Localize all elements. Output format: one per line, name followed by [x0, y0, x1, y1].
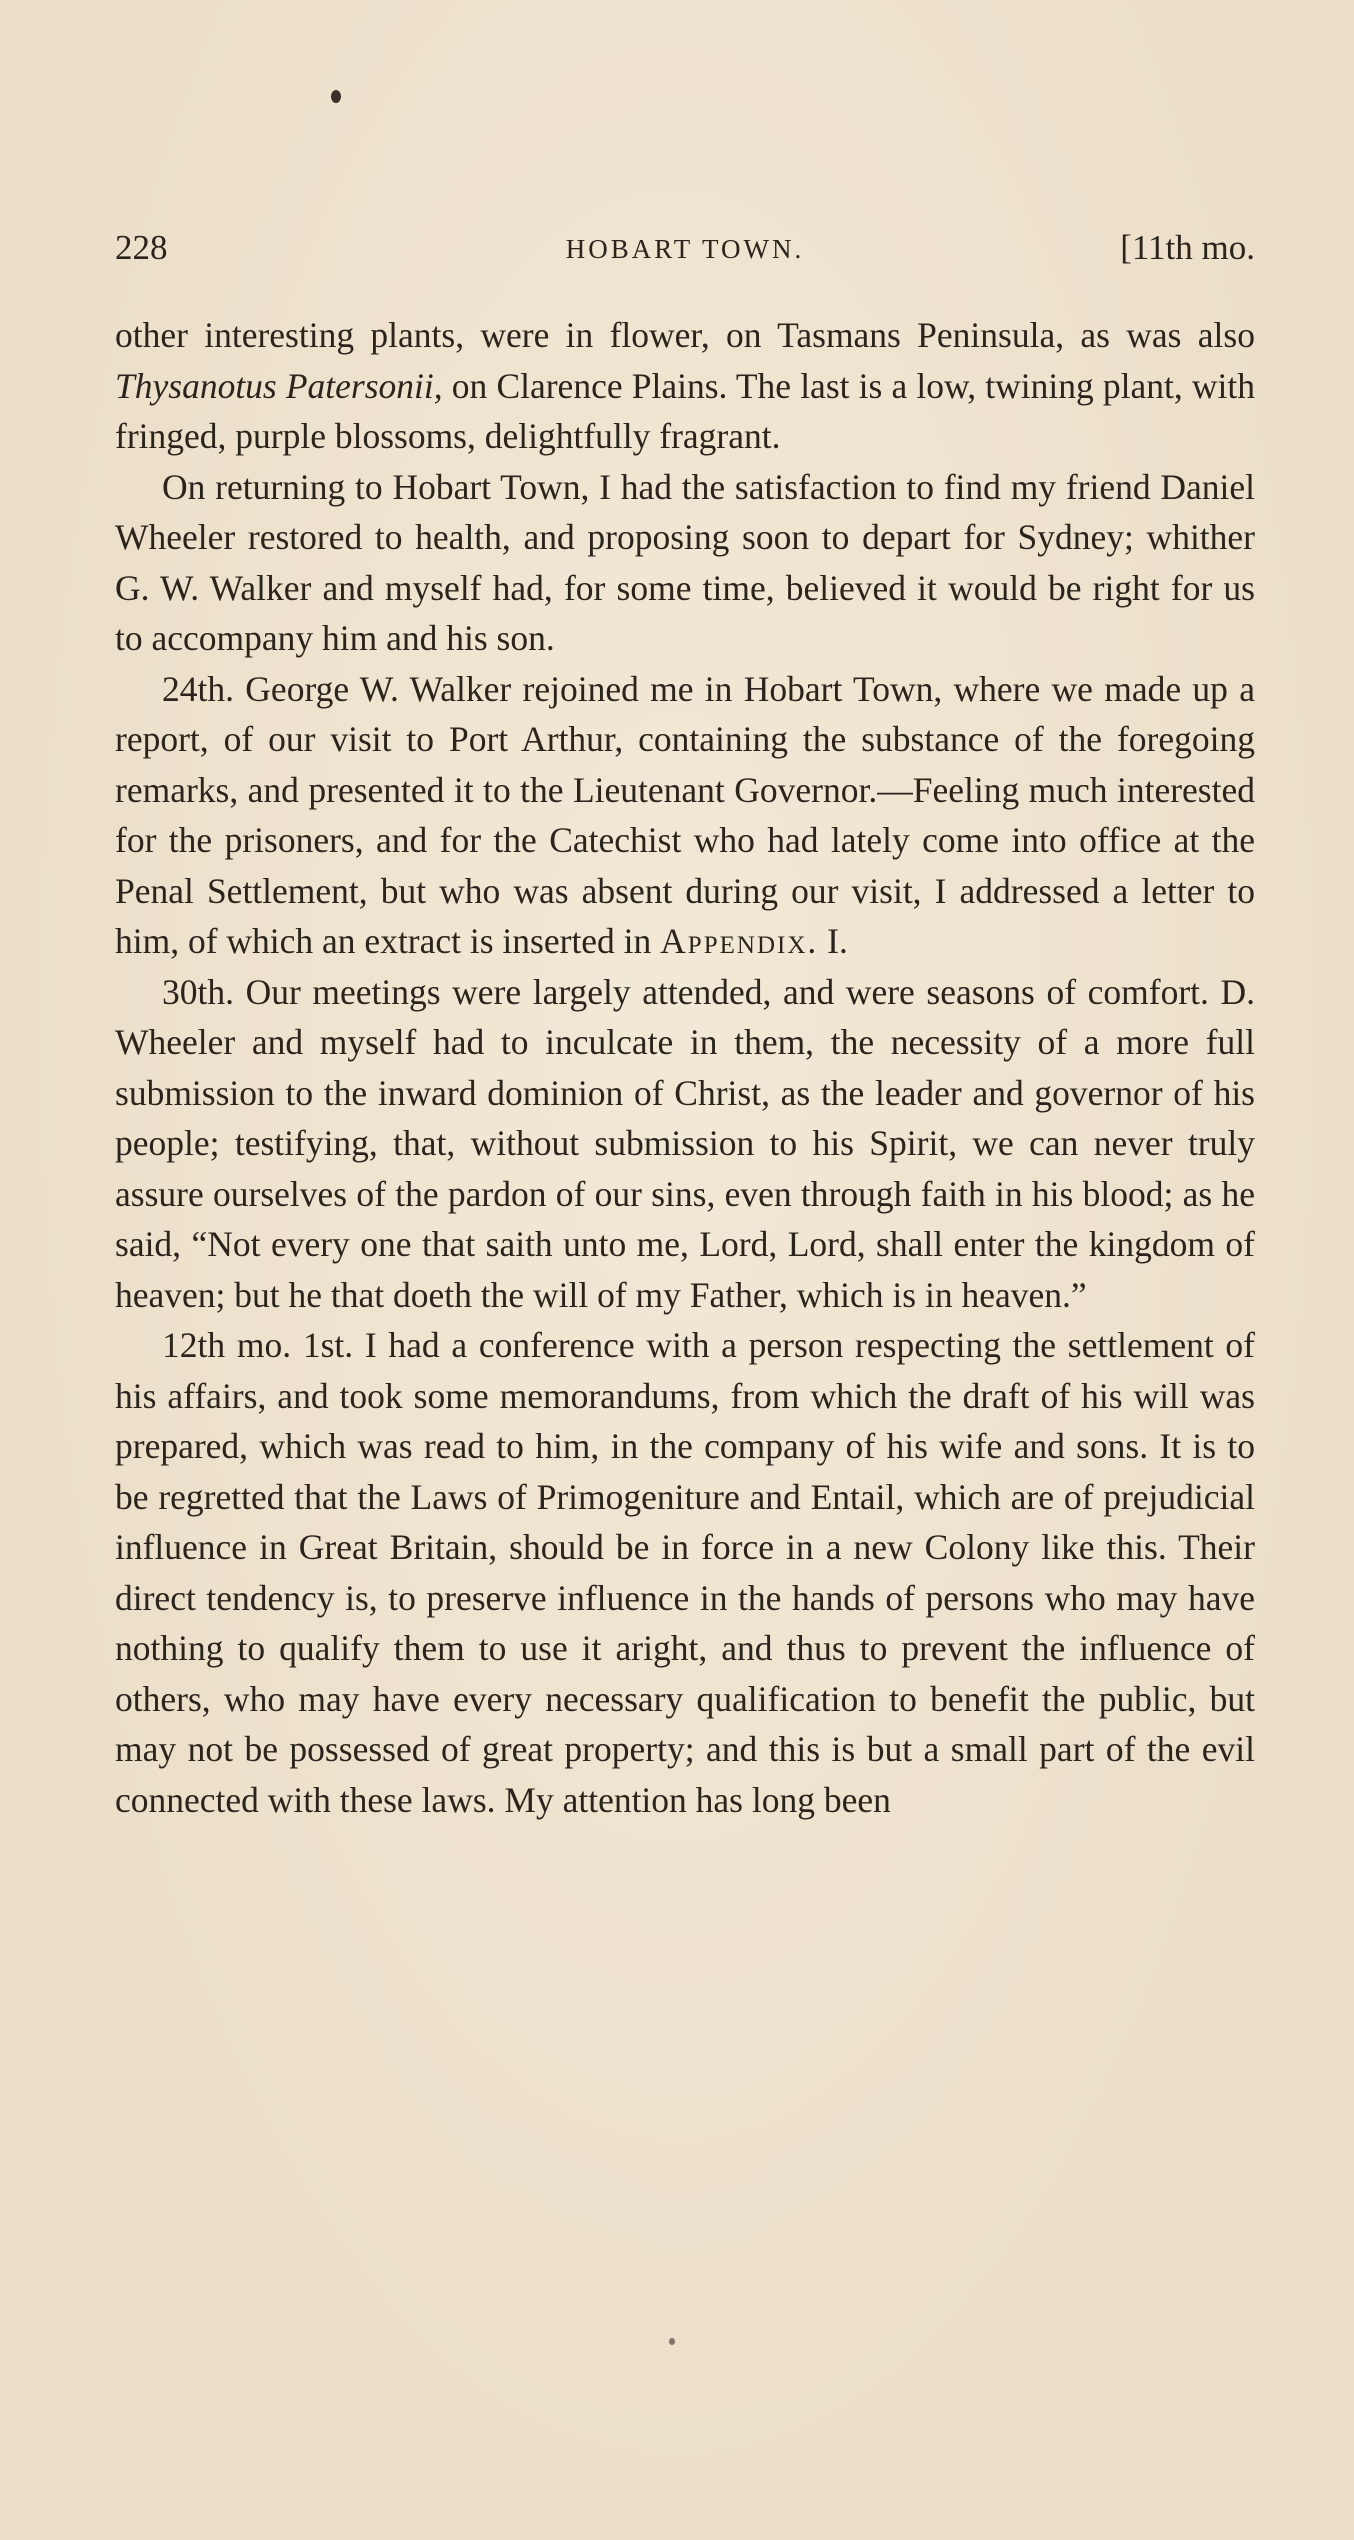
- running-header: [115, 228, 1255, 278]
- paragraph-text: 24th. George W. Walker rejoined me in Hobart Town, where we made up a report, of our visit to Port Arthur, containing the substance of the foregoing remarks, and presented it to the Lieutenant Governor.—Feeling much interested for the prisoners, and for the Catechist who had lately come into office at the Penal Settlement, but who was absent during our visit, I addressed a letter to him, of which an extract is inserted in: [115, 668, 1255, 961]
- paragraph-text: I.: [818, 921, 848, 961]
- body-text: [115, 310, 1255, 1825]
- ink-speck: [331, 90, 341, 103]
- paragraph-text: other interesting plants, were in flower, on Tasmans Peninsula, as was also: [115, 315, 1255, 355]
- month-marker: [11th mo.: [1120, 228, 1255, 267]
- appendix-reference: Appendix.: [660, 921, 819, 961]
- paragraph-text: on Clarence Plains. The last is a low, twining plant, with fringed, purple blossoms, delightfully fragrant.: [115, 365, 1256, 456]
- species-name: Thysanotus Patersonii,: [115, 365, 443, 406]
- paragraph: 30th. Our meetings were largely attended, and were seasons of comfort. D. Wheeler and myself had to inculcate in them, the necessity of a more full submission to the inward dominion of Christ, as the leader and governor of his people; testifying, that, without submission to his Spirit, we can never truly assure ourselves of the pardon of our sins, even through faith in his blood; as he said, “Not every one that saith unto me, Lord, Lord, shall enter the kingdom of heaven; but he that doeth the will of my Father, which is in heaven.”: [115, 971, 1255, 1315]
- paragraph: On returning to Hobart Town, I had the satisfaction to find my friend Daniel Wheeler restored to health, and proposing soon to depart for Sydney; whither G. W. Walker and myself had, for some time, believed it would be right for us to accompany him and his son.: [115, 466, 1255, 658]
- running-title: HOBART TOWN.: [565, 234, 805, 264]
- ink-speck: [669, 2338, 675, 2345]
- page-number: 228: [115, 228, 168, 267]
- paragraph: [115, 310, 1255, 462]
- paragraph: [115, 664, 1255, 967]
- paragraph: 12th mo. 1st. I had a conference with a person respecting the settlement of his affairs, and took some memorandums, from which the draft of his will was prepared, which was read to him, in the company of his wife and sons. It is to be regretted that the Laws of Primogeniture and Entail, which are of prejudicial influence in Great Britain, should be in force in a new Colony like this. Their direct tendency is, to preserve influence in the hands of persons who may have nothing to qualify them to use it aright, and thus to prevent the influence of others, who may have every necessary qualification to benefit the public, but may not be possessed of great property; and this is but a small part of the evil connected with these laws. My attention has long been: [115, 1325, 1255, 1820]
